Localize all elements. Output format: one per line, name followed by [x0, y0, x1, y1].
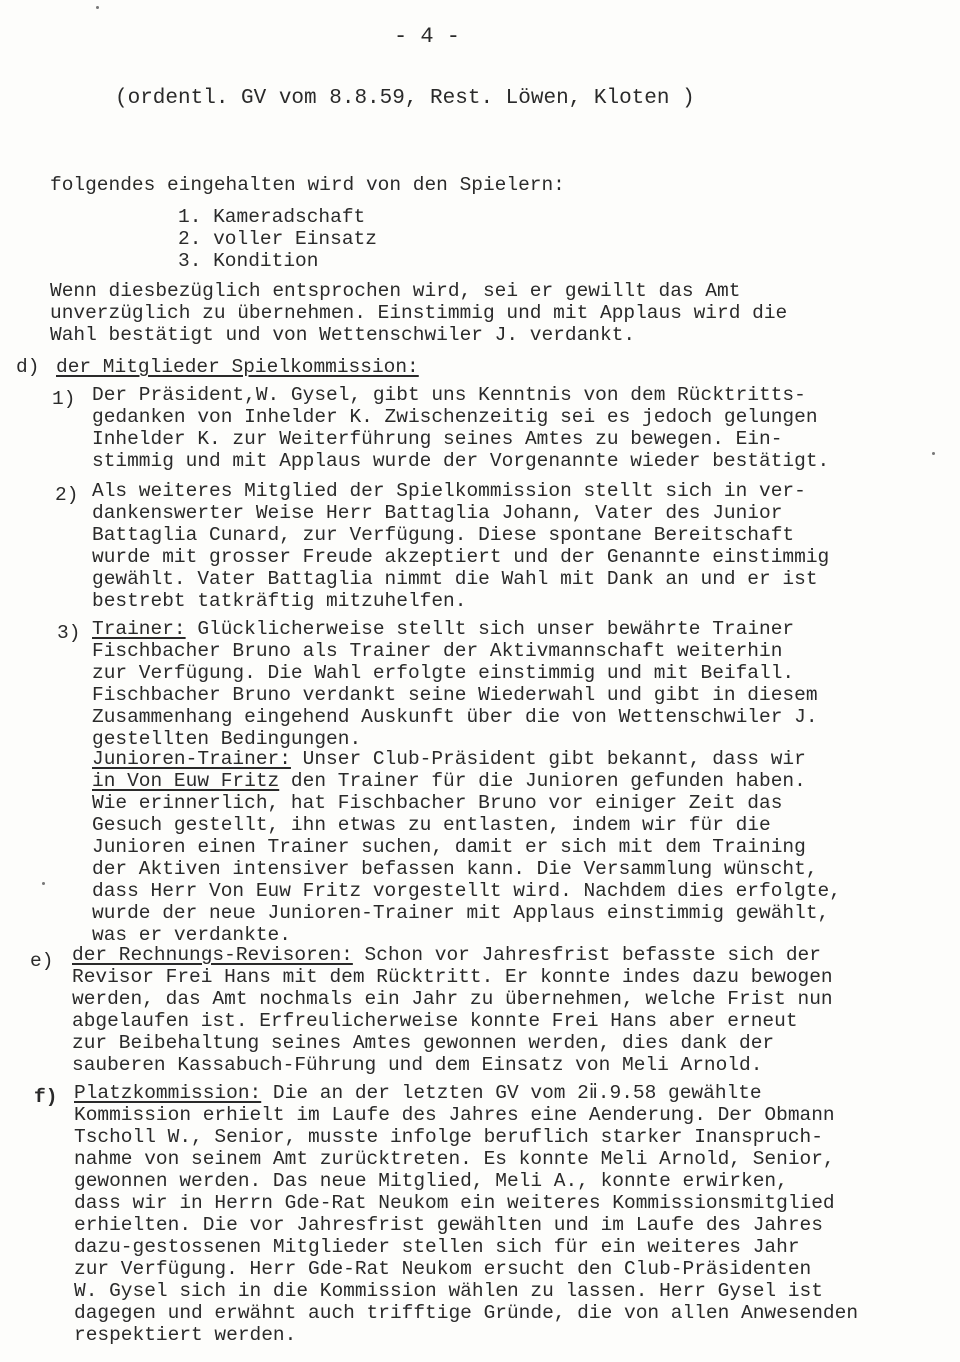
item-line: wurde der neue Junioren-Trainer mit Applaus einstimmig gewählt, [92, 902, 830, 924]
item-line: bestrebt tatkräftig mitzuhelfen. [92, 590, 467, 612]
scan-speck [42, 882, 45, 885]
section-e-first-rest: Schon vor Jahresfrist befasste sich der [352, 944, 821, 966]
section-f-line: respektiert werden. [74, 1324, 297, 1346]
item-line: Der Präsident,W. Gysel, gibt uns Kenntnis von dem Rücktritts- [92, 384, 806, 406]
intro-list-item: 1. Kameradschaft [178, 206, 366, 228]
page-number: - 4 - [394, 24, 461, 49]
section-f-line: dazu-gestossenen Mitglieder stellen sich für ein weiteres Jahr [74, 1236, 800, 1258]
scan-speck [96, 6, 99, 9]
intro-line: unverzüglich zu übernehmen. Einstimmig und mit Applaus wird die [50, 302, 788, 324]
section-f-line: nahme von seinem Amt zurücktreten. Es konnte Meli Arnold, Senior, [74, 1148, 835, 1170]
section-f-line: erhielten. Die vor Jahresfrist gewählten und im Laufe des Jahres [74, 1214, 823, 1236]
scan-speck [932, 452, 935, 455]
item-line: dass Herr Von Euw Fritz vorgestellt wird. Nachdem dies erfolgte, [92, 880, 841, 902]
section-f-line: zur Verfügung. Herr Gde-Rat Neukom ersucht den Club-Präsidenten [74, 1258, 812, 1280]
item-line: was er verdankte. [92, 924, 291, 946]
intro-lead: folgendes eingehalten wird von den Spielern: [50, 174, 565, 196]
intro-list-item: 3. Kondition [178, 250, 319, 272]
section-e-line: sauberen Kassabuch-Führung und dem Einsatz von Meli Arnold. [72, 1054, 763, 1076]
trainer-label: Trainer: [92, 618, 186, 640]
section-e-title: der Rechnungs-Revisoren: [72, 944, 353, 966]
item-line: Junioren einen Trainer suchen, damit er sich mit dem Training [92, 836, 806, 858]
section-d-title: der Mitglieder Spielkommission: [56, 356, 419, 378]
item-line: der Aktiven intensiver befassen kann. Die Versammlung wünscht, [92, 858, 818, 880]
junior-trainer-first-line [92, 748, 806, 770]
item-line: zur Verfügung. Die Wahl erfolgte einstimmig und mit Beifall. [92, 662, 795, 684]
item-line: gewählt. Vater Battaglia nimmt die Wahl mit Dank an und er ist [92, 568, 818, 590]
item-line: stimmig und mit Applaus wurde der Vorgenannte wieder bestätigt. [92, 450, 830, 472]
item-line: wurde mit grosser Freude akzeptiert und der Genannte einstimmig [92, 546, 830, 568]
section-e-line: werden, das Amt nochmals ein Jahr zu übernehmen, welche Frist nun [72, 988, 833, 1010]
section-f-line: Kommission erhielt im Laufe des Jahres eine Aenderung. Der Obmann [74, 1104, 835, 1126]
section-e-line: zur Beibehaltung seines Amtes gewonnen werden, dies dank der [72, 1032, 775, 1054]
section-e-marker: e) [30, 950, 54, 972]
trainer-first-rest: Glücklicherweise stellt sich unser bewährte Trainer [185, 618, 795, 640]
section-d-marker: d) [16, 356, 40, 378]
item-number: 2) [55, 484, 79, 506]
section-e-line: abgelaufen ist. Erfreulicherweise konnte Frei Hans aber erneut [72, 1010, 798, 1032]
junior-trainer-first-rest: Unser Club-Präsident gibt bekannt, dass wir [290, 748, 806, 770]
item-line: Fischbacher Bruno als Trainer der Aktivmannschaft weiterhin [92, 640, 783, 662]
item-line: gedanken von Inhelder K. Zwischenzeitig sei es jedoch gelungen [92, 406, 818, 428]
document-header: (ordentl. GV vom 8.8.59, Rest. Löwen, Kloten ) [115, 87, 695, 110]
section-e-line: Revisor Frei Hans mit dem Rücktritt. Er konnte indes dazu bewogen [72, 966, 833, 988]
item-line: Zusammenhang eingehend Auskunft über die von Wettenschwiler J. [92, 706, 818, 728]
section-e-first-line [72, 944, 821, 966]
item-line: Wie erinnerlich, hat Fischbacher Bruno vor einiger Zeit das [92, 792, 783, 814]
section-f-line: W. Gysel sich in die Kommission wählen zu lassen. Herr Gysel ist [74, 1280, 823, 1302]
section-f-line: dass wir in Herrn Gde-Rat Neukom ein weiteres Kommissionsmitglied [74, 1192, 835, 1214]
item-number: 3) [57, 622, 81, 644]
section-f-first-rest: Die an der letzten GV vom 2ⅱ.9.58 gewählte [261, 1082, 762, 1104]
item-number: 1) [52, 388, 76, 410]
junior-trainer-second-line [92, 770, 806, 792]
junior-trainer-label: Junioren-Trainer: [92, 748, 291, 770]
intro-line: Wenn diesbezüglich entsprochen wird, sei er gewillt das Amt [50, 280, 741, 302]
section-f-title: Platzkommission: [74, 1082, 262, 1104]
item-line: gestellten Bedingungen. [92, 728, 362, 750]
intro-line: Wahl bestätigt und von Wettenschwiler J. verdankt. [50, 324, 636, 346]
item-line: Fischbacher Bruno verdankt seine Wiederwahl und gibt in diesem [92, 684, 818, 706]
trainer-first-line [92, 618, 794, 640]
section-f-first-line [74, 1082, 762, 1104]
section-f-line: dagegen und erwähnt auch trifftige Gründe, die von allen Anwesenden [74, 1302, 859, 1324]
item-line: Gesuch gestellt, ihn etwas zu entlasten, indem wir für die [92, 814, 771, 836]
junior-trainer-name: in Von Euw Fritz [92, 770, 280, 792]
item-line: Als weiteres Mitglied der Spielkommission stellt sich in ver- [92, 480, 806, 502]
section-f-line: gewonnen werden. Das neue Mitglied, Meli A., konnte erwirken, [74, 1170, 788, 1192]
junior-trainer-second-rest: den Trainer für die Junioren gefunden haben. [279, 770, 806, 792]
intro-list-item: 2. voller Einsatz [178, 228, 377, 250]
item-line: Inhelder K. zur Weiterführung seines Amtes zu bewegen. Ein- [92, 428, 783, 450]
item-line: Battaglia Cunard, zur Verfügung. Diese spontane Bereitschaft [92, 524, 795, 546]
item-line: dankenswerter Weise Herr Battaglia Johann, Vater des Junior [92, 502, 783, 524]
section-f-marker: f) [34, 1086, 58, 1108]
section-f-line: Tscholl W., Senior, musste infolge beruflich starker Inanspruch- [74, 1126, 823, 1148]
